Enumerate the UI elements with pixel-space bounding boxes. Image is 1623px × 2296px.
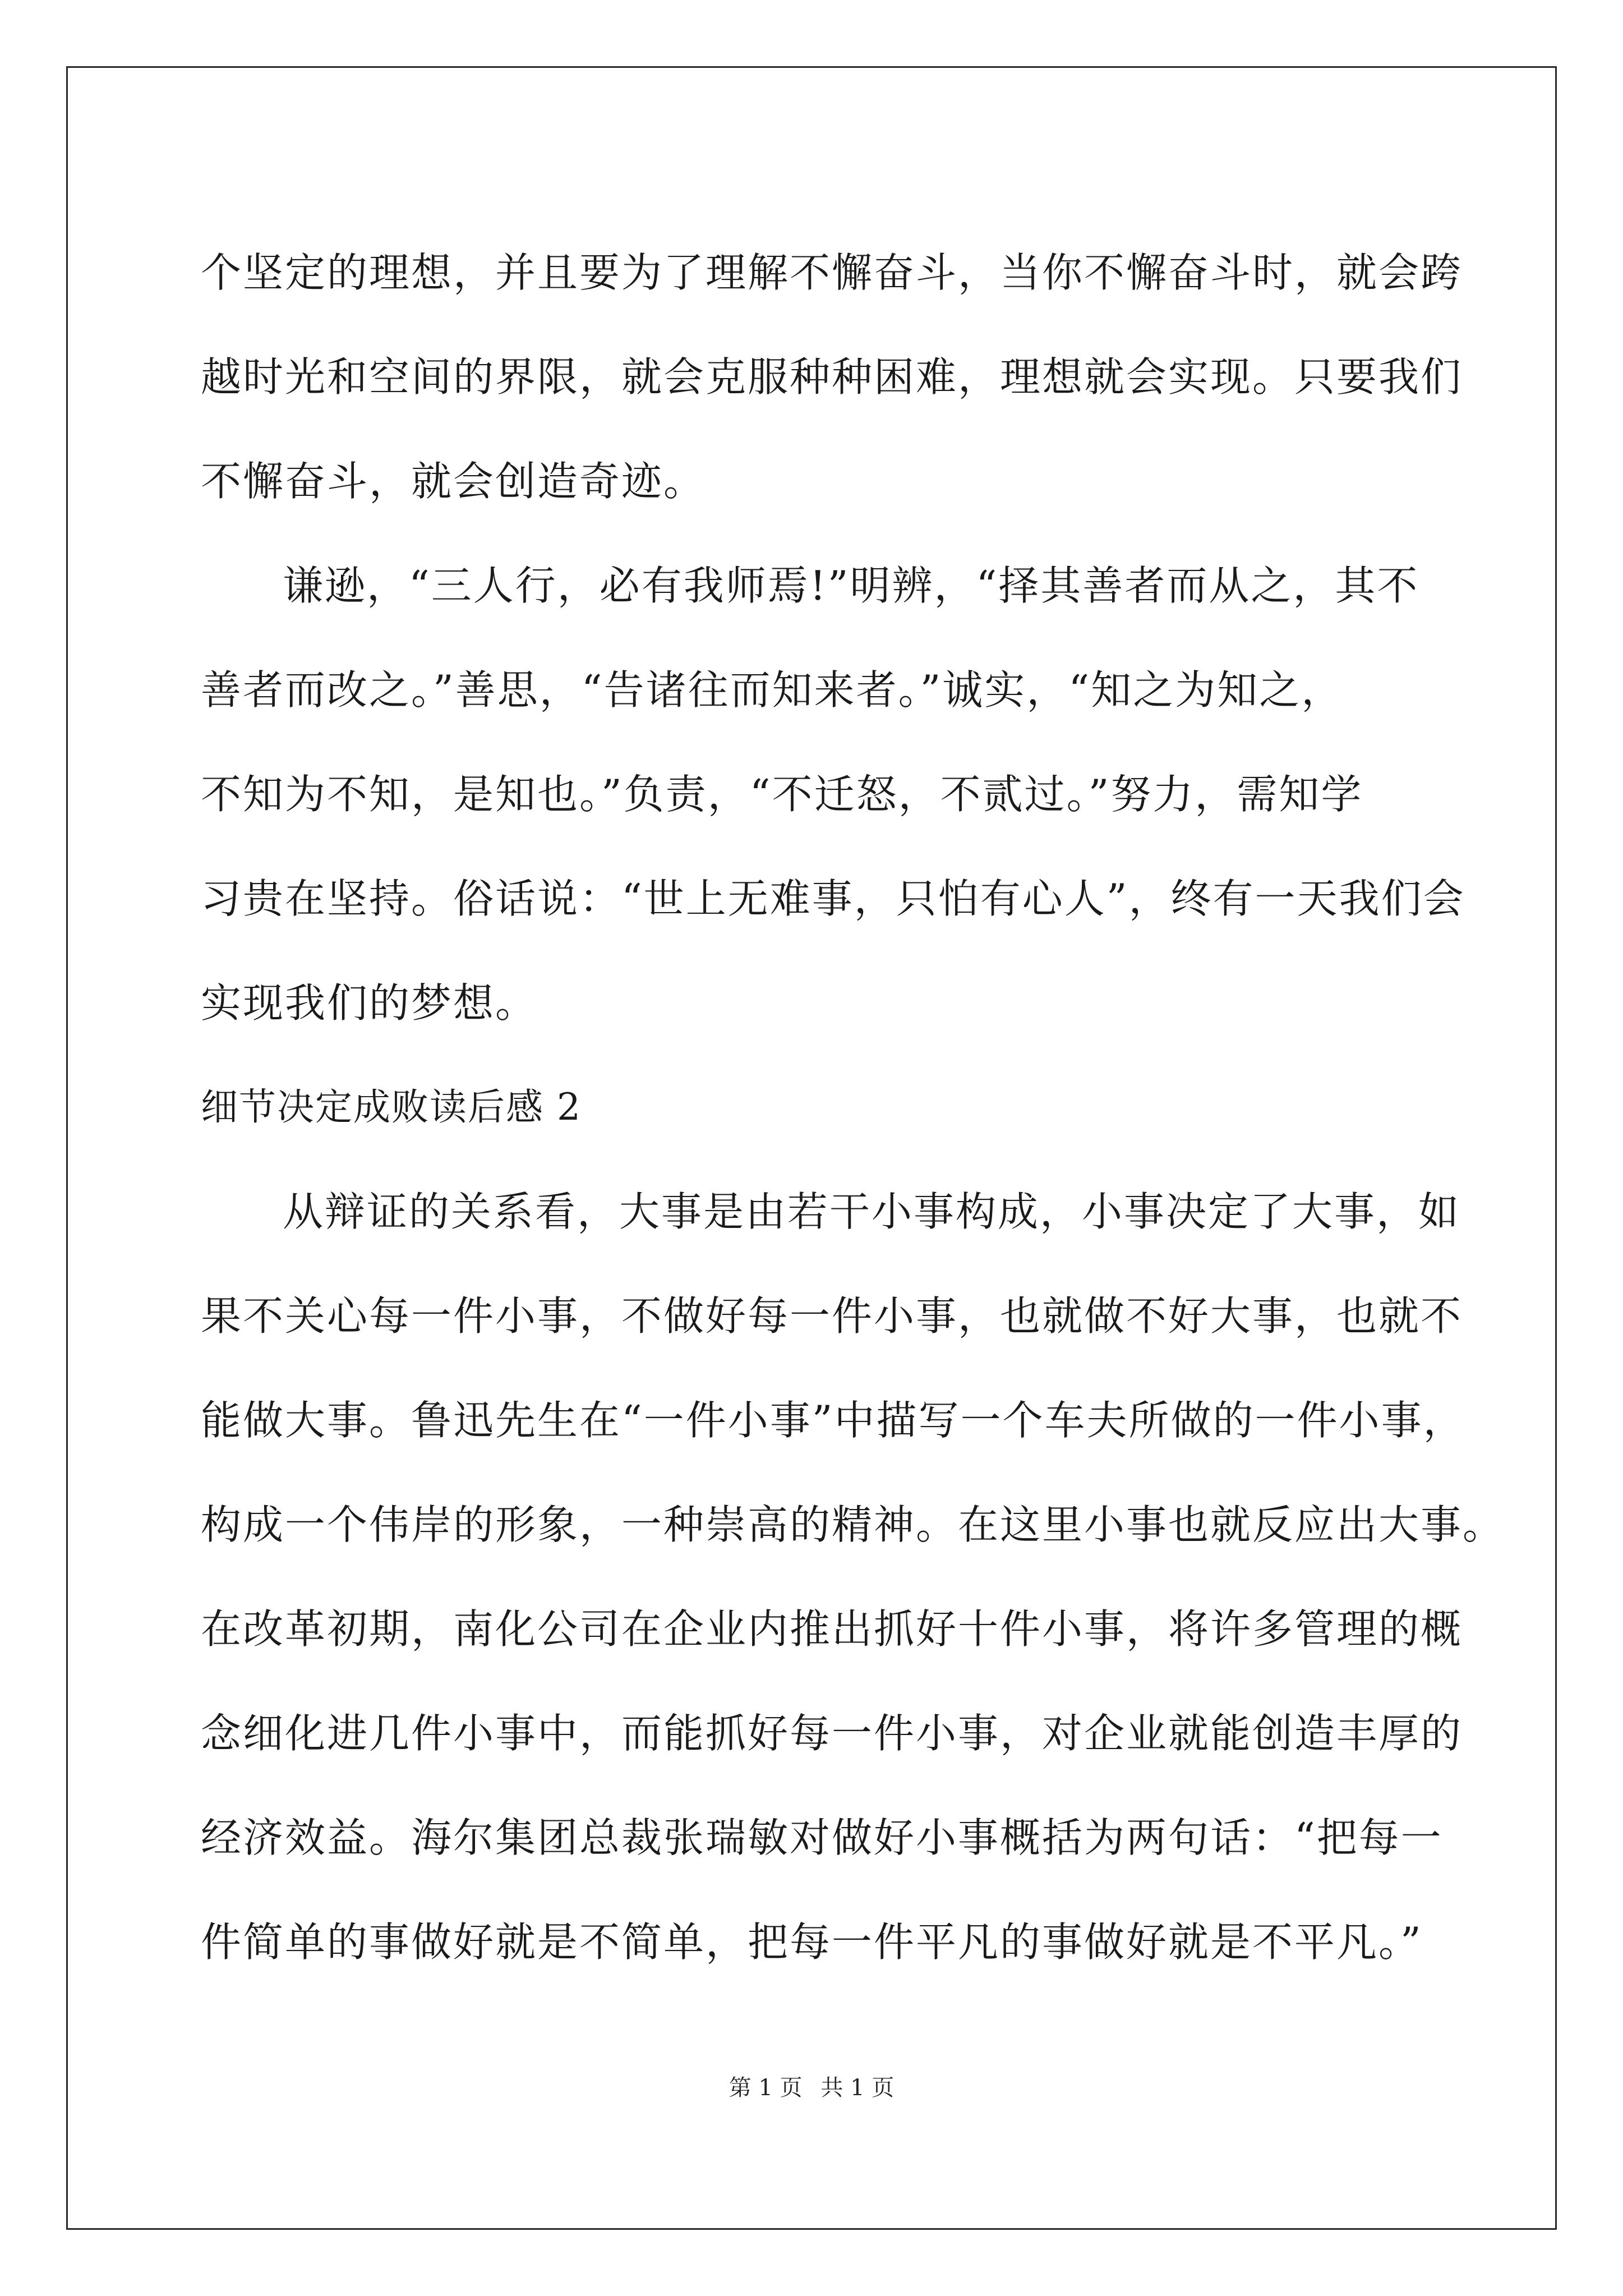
paragraph-line: 在改革初期，南化公司在企业内推出抓好十件小事，将许多管理的概	[201, 1605, 1463, 1653]
document-body	[201, 220, 1505, 1994]
paragraph-line: 实现我们的梦想。	[201, 979, 538, 1027]
paragraph-line: 能做大事。鲁迅先生在“一件小事”中描写一个车夫所做的一件小事，	[201, 1397, 1465, 1444]
paragraph-2	[201, 533, 1491, 1055]
paragraph-line: 从辩证的关系看，大事是由若干小事构成，小事决定了大事，如	[283, 1188, 1461, 1235]
paragraph-line: 善者而改之。”善思，“告诸往而知来者。”诚实，“知之为知之，	[201, 666, 1344, 714]
paragraph-line: 习贵在坚持。俗话说：“世上无难事，只怕有心人”，终有一天我们会	[201, 875, 1465, 922]
page-footer	[0, 2070, 1623, 2102]
page-total: 共 1 页	[820, 2075, 895, 2101]
paragraph-line: 不知为不知，是知也。”负责，“不迁怒，不贰过。”努力，需知学	[201, 771, 1363, 818]
paragraph-1	[201, 220, 1491, 533]
paragraph-line: 念细化进几件小事中，而能抓好每一件小事，对企业就能创造丰厚的	[201, 1710, 1463, 1757]
page-number: 第 1 页	[728, 2075, 803, 2101]
paragraph-line: 不懈奋斗，就会创造奇迹。	[201, 458, 706, 505]
paragraph-line: 个坚定的理想，并且要为了理解不懈奋斗，当你不懈奋斗时，就会跨	[201, 249, 1463, 296]
paragraph-line: 经济效益。海尔集团总裁张瑞敏对做好小事概括为两句话：“把每一	[201, 1814, 1443, 1861]
section-paragraph	[201, 1159, 1505, 1994]
paragraph-line: 构成一个伟岸的形象，一种崇高的精神。在这里小事也就反应出大事。	[201, 1501, 1505, 1548]
paragraph-line: 越时光和空间的界限，就会克服种种困难，理想就会实现。只要我们	[201, 353, 1463, 401]
section-heading: 细节决定成败读后感 2	[201, 1085, 582, 1129]
paragraph-line: 谦逊，“三人行，必有我师焉!”明辨，“择其善者而从之，其不	[283, 562, 1419, 609]
paragraph-line: 果不关心每一件小事，不做好每一件小事，也就做不好大事，也就不	[201, 1292, 1463, 1340]
paragraph-line: 件简单的事做好就是不简单，把每一件平凡的事做好就是不平凡。”	[201, 1918, 1423, 1966]
